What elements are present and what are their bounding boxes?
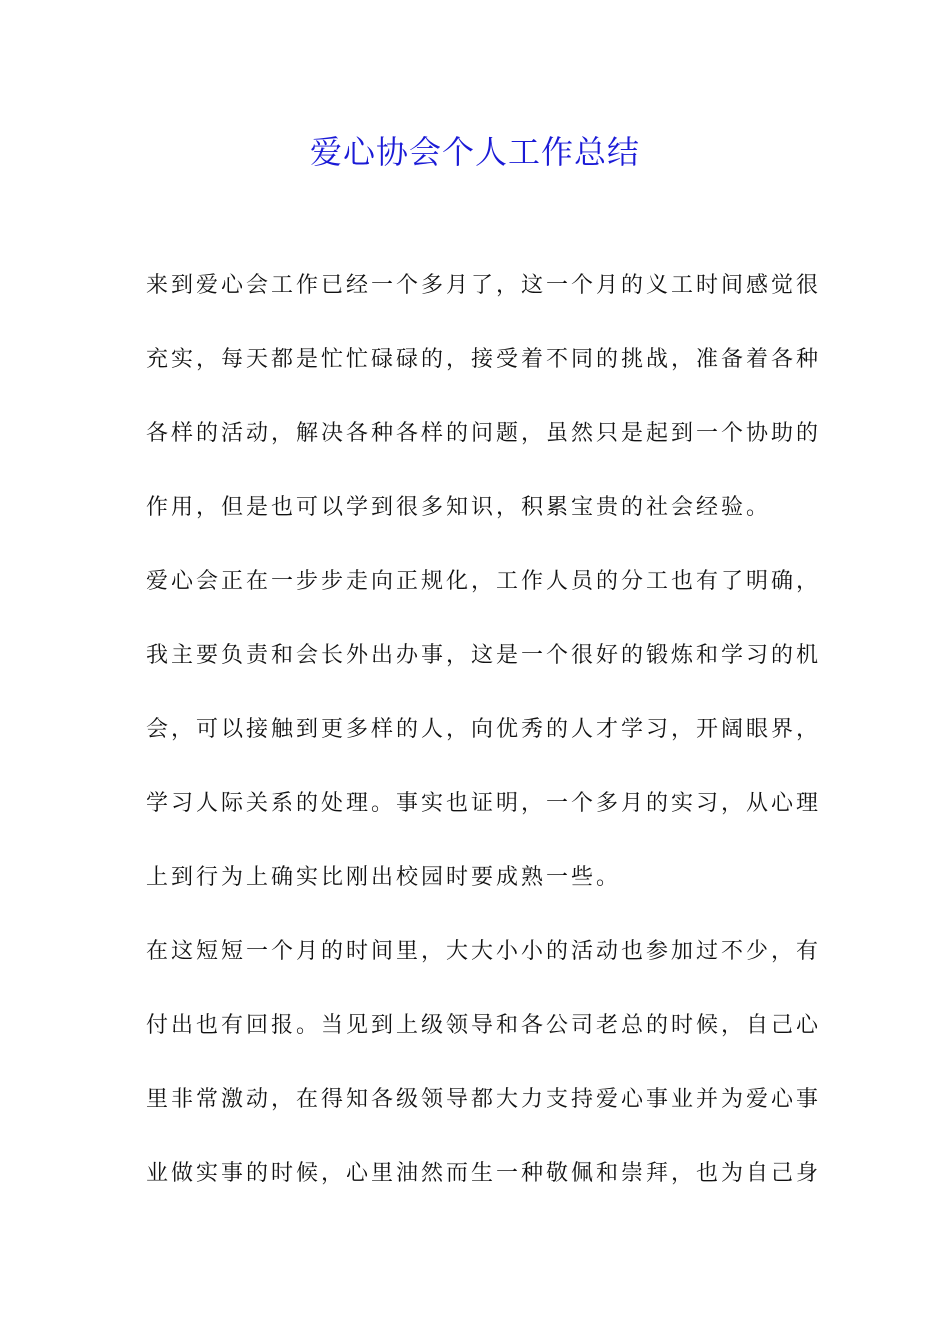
text-line: 作用，但是也可以学到很多知识，积累宝贵的社会经验。: [146, 495, 772, 520]
document-title: 爱心协会个人工作总结: [309, 133, 640, 171]
document-body: [146, 258, 822, 1220]
text-line: 充实，每天都是忙忙碌碌的，接受着不同的挑战，准备着各种: [146, 347, 822, 372]
text-line: 业做实事的时候，心里油然而生一种敬佩和崇拜，也为自己身: [146, 1161, 822, 1186]
text-line: 我主要负责和会长外出办事，这是一个很好的锻炼和学习的机: [146, 643, 822, 668]
text-line: 付出也有回报。当见到上级领导和各公司老总的时候，自己心: [146, 1013, 822, 1038]
text-line: 会，可以接触到更多样的人，向优秀的人才学习，开阔眼界，: [146, 717, 822, 742]
text-line: 爱心会正在一步步走向正规化，工作人员的分工也有了明确，: [146, 569, 822, 594]
text-line: 学习人际关系的处理。事实也证明，一个多月的实习，从心理: [146, 791, 822, 816]
text-line: 上到行为上确实比刚出校园时要成熟一些。: [146, 865, 622, 890]
text-line: 各样的活动，解决各种各样的问题，虽然只是起到一个协助的: [146, 421, 822, 446]
text-line: 来到爱心会工作已经一个多月了，这一个月的义工时间感觉很: [146, 273, 822, 298]
text-line: 里非常激动，在得知各级领导都大力支持爱心事业并为爱心事: [146, 1087, 822, 1112]
text-line: 在这短短一个月的时间里，大大小小的活动也参加过不少，有: [146, 939, 822, 964]
